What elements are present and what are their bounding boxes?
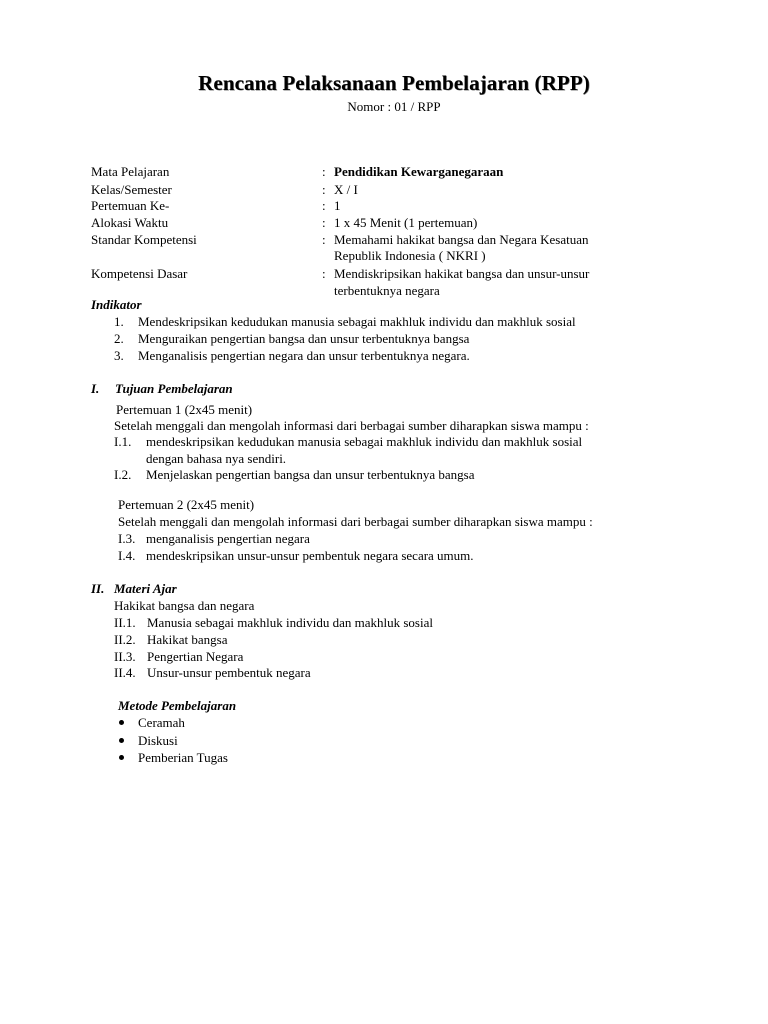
value-alokasi-waktu: 1 x 45 Menit (1 pertemuan) <box>334 215 478 230</box>
materi-section-heading: Materi Ajar <box>114 581 177 596</box>
bullet-icon <box>119 738 124 743</box>
document-number: Nomor : 01 / RPP <box>347 99 441 114</box>
pertemuan-2-title: Pertemuan 2 (2x45 menit) <box>118 497 255 512</box>
materi-item-text: Pengertian Negara <box>147 649 244 664</box>
bullet-icon <box>119 720 124 725</box>
pertemuan-1-intro: Setelah menggali dan mengolah informasi dari berbagai sumber diharapkan siswa mampu : <box>114 418 589 433</box>
tujuan-item-text-continued: dengan bahasa nya sendiri. <box>146 451 287 466</box>
value-kompetensi-dasar-line1: Mendiskripsikan hakikat bangsa dan unsur-unsur <box>334 266 590 281</box>
label-kompetensi-dasar: Kompetensi Dasar <box>91 266 188 281</box>
label-standar-kompetensi: Standar Kompetensi <box>91 232 197 247</box>
label-pertemuan: Pertemuan Ke- <box>91 198 170 213</box>
metode-item: Pemberian Tugas <box>138 750 228 765</box>
tujuan-item-number: I.3. <box>118 531 136 546</box>
value-kompetensi-dasar-line2: terbentuknya negara <box>334 283 440 298</box>
pertemuan-2-intro: Setelah menggali dan mengolah informasi dari berbagai sumber diharapkan siswa mampu : <box>118 514 593 529</box>
tujuan-item-text: Menjelaskan pengertian bangsa dan unsur terbentuknya bangsa <box>146 467 475 482</box>
materi-intro: Hakikat bangsa dan negara <box>114 598 255 613</box>
indikator-item-text: Mendeskripsikan kedudukan manusia sebagai makhluk individu dan makhluk sosial <box>138 314 576 329</box>
tujuan-section-heading: Tujuan Pembelajaran <box>115 381 233 396</box>
colon: : <box>322 198 326 213</box>
indikator-item-text: Menguraikan pengertian bangsa dan unsur terbentuknya bangsa <box>138 331 470 346</box>
document-title: Rencana Pelaksanaan Pembelajaran (RPP) <box>198 71 590 95</box>
value-kelas-semester: X / I <box>334 182 358 197</box>
metode-item: Ceramah <box>138 715 185 730</box>
materi-item-text: Manusia sebagai makhluk individu dan makhluk sosial <box>147 615 433 630</box>
tujuan-item-text: mendeskripsikan kedudukan manusia sebagai makhluk individu dan makhluk sosial <box>146 434 583 449</box>
value-mata-pelajaran: Pendidikan Kewarganegaraan <box>334 164 504 179</box>
value-pertemuan: 1 <box>334 198 341 213</box>
colon: : <box>322 266 326 281</box>
indikator-item-text: Menganalisis pengertian negara dan unsur terbentuknya negara. <box>138 348 470 363</box>
materi-item-text: Hakikat bangsa <box>147 632 228 647</box>
materi-item-number: II.4. <box>114 665 136 680</box>
tujuan-item-number: I.2. <box>114 467 132 482</box>
label-mata-pelajaran: Mata Pelajaran <box>91 164 170 179</box>
colon: : <box>322 232 326 247</box>
colon: : <box>322 164 326 179</box>
indikator-item-number: 1. <box>114 314 124 329</box>
materi-item-text: Unsur-unsur pembentuk negara <box>147 665 311 680</box>
label-alokasi-waktu: Alokasi Waktu <box>91 215 169 230</box>
value-standar-kompetensi-line2: Republik Indonesia ( NKRI ) <box>334 248 486 263</box>
metode-item: Diskusi <box>138 733 178 748</box>
colon: : <box>322 215 326 230</box>
materi-item-number: II.1. <box>114 615 136 630</box>
bullet-icon <box>119 755 124 760</box>
metode-heading: Metode Pembelajaran <box>118 698 237 713</box>
colon: : <box>322 182 326 197</box>
indikator-heading: Indikator <box>91 297 142 312</box>
materi-section-number: II. <box>91 581 105 596</box>
tujuan-section-number: I. <box>91 381 100 396</box>
label-kelas-semester: Kelas/Semester <box>91 182 172 197</box>
tujuan-item-text: menganalisis pengertian negara <box>146 531 310 546</box>
tujuan-item-number: I.4. <box>118 548 136 563</box>
materi-item-number: II.2. <box>114 632 136 647</box>
tujuan-item-text: mendeskripsikan unsur-unsur pembentuk negara secara umum. <box>146 548 474 563</box>
indikator-item-number: 3. <box>114 348 124 363</box>
value-standar-kompetensi-line1: Memahami hakikat bangsa dan Negara Kesatuan <box>334 232 589 247</box>
indikator-item-number: 2. <box>114 331 124 346</box>
materi-item-number: II.3. <box>114 649 136 664</box>
pertemuan-1-title: Pertemuan 1 (2x45 menit) <box>116 402 253 417</box>
tujuan-item-number: I.1. <box>114 434 132 449</box>
